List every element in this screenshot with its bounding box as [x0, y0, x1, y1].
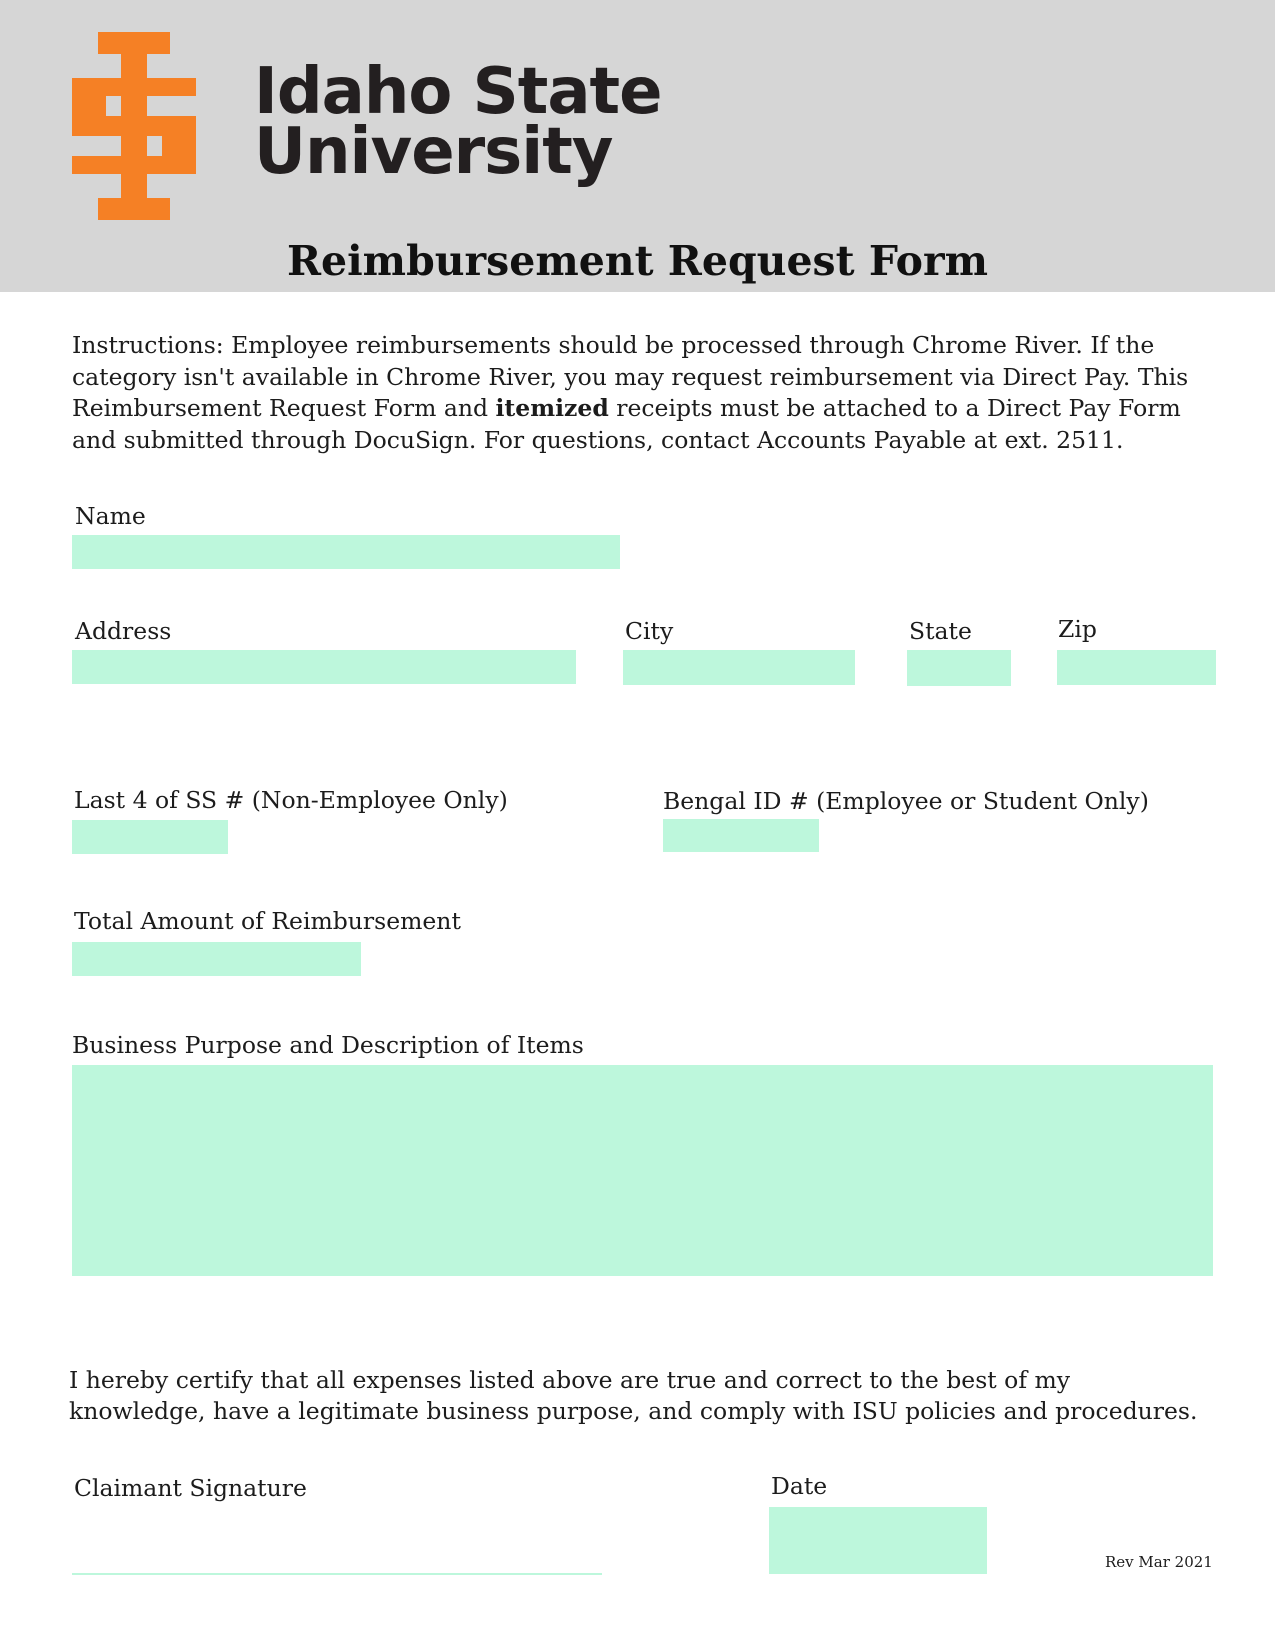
- certification-line2: knowledge, have a legitimate business purpose, and comply with ISU policies and procedures.: [69, 1396, 1198, 1425]
- instructions-line3-after: receipts must be attached to a Direct Pay Form: [608, 394, 1181, 422]
- name-label: Name: [75, 502, 146, 530]
- certification-statement: [69, 1365, 1249, 1426]
- signature-label: Claimant Signature: [74, 1474, 307, 1502]
- itemized-emphasis: itemized: [495, 394, 609, 422]
- wordmark-line2: University: [254, 115, 613, 189]
- business-purpose-label: Business Purpose and Description of Items: [72, 1031, 584, 1059]
- address-field[interactable]: [72, 650, 576, 684]
- city-field[interactable]: [623, 650, 855, 685]
- date-field[interactable]: [769, 1507, 987, 1574]
- name-field[interactable]: [72, 535, 620, 569]
- city-label: City: [625, 617, 674, 645]
- business-purpose-field[interactable]: [72, 1065, 1213, 1276]
- instructions-line1: Instructions: Employee reimbursements should be processed through Chrome River. If the: [72, 331, 1155, 359]
- certification-line1: I hereby certify that all expenses listed above are true and correct to the best of my: [69, 1366, 1071, 1394]
- zip-field[interactable]: [1057, 650, 1216, 685]
- date-label: Date: [771, 1472, 828, 1500]
- state-label: State: [909, 617, 972, 645]
- instructions-line3-before: Reimbursement Request Form and: [72, 394, 496, 422]
- state-field[interactable]: [907, 650, 1011, 686]
- isu-logo-icon: [72, 32, 196, 220]
- ssn-last4-label: Last 4 of SS # (Non-Employee Only): [74, 786, 508, 814]
- instructions-line2: category isn't available in Chrome River, you may request reimbursement via Direct Pay. This: [72, 362, 1189, 391]
- bengal-id-field[interactable]: [663, 819, 819, 852]
- ssn-last4-field[interactable]: [72, 820, 228, 854]
- zip-label: Zip: [1058, 615, 1097, 643]
- university-wordmark: [254, 55, 662, 189]
- total-amount-field[interactable]: [72, 942, 361, 976]
- page-header: [0, 0, 1275, 292]
- revision-note: Rev Mar 2021: [1105, 1553, 1213, 1571]
- signature-line[interactable]: [72, 1573, 602, 1575]
- instructions-text: [72, 330, 1222, 456]
- wordmark-line1: Idaho State: [254, 55, 662, 129]
- form-title: Reimbursement Request Form: [286, 237, 989, 285]
- total-amount-label: Total Amount of Reimbursement: [74, 907, 461, 935]
- instructions-line3: [72, 393, 1222, 425]
- bengal-id-label: Bengal ID # (Employee or Student Only): [663, 787, 1149, 815]
- address-label: Address: [75, 617, 172, 645]
- instructions-line4: and submitted through DocuSign. For questions, contact Accounts Payable at ext. 2511.: [72, 425, 1124, 454]
